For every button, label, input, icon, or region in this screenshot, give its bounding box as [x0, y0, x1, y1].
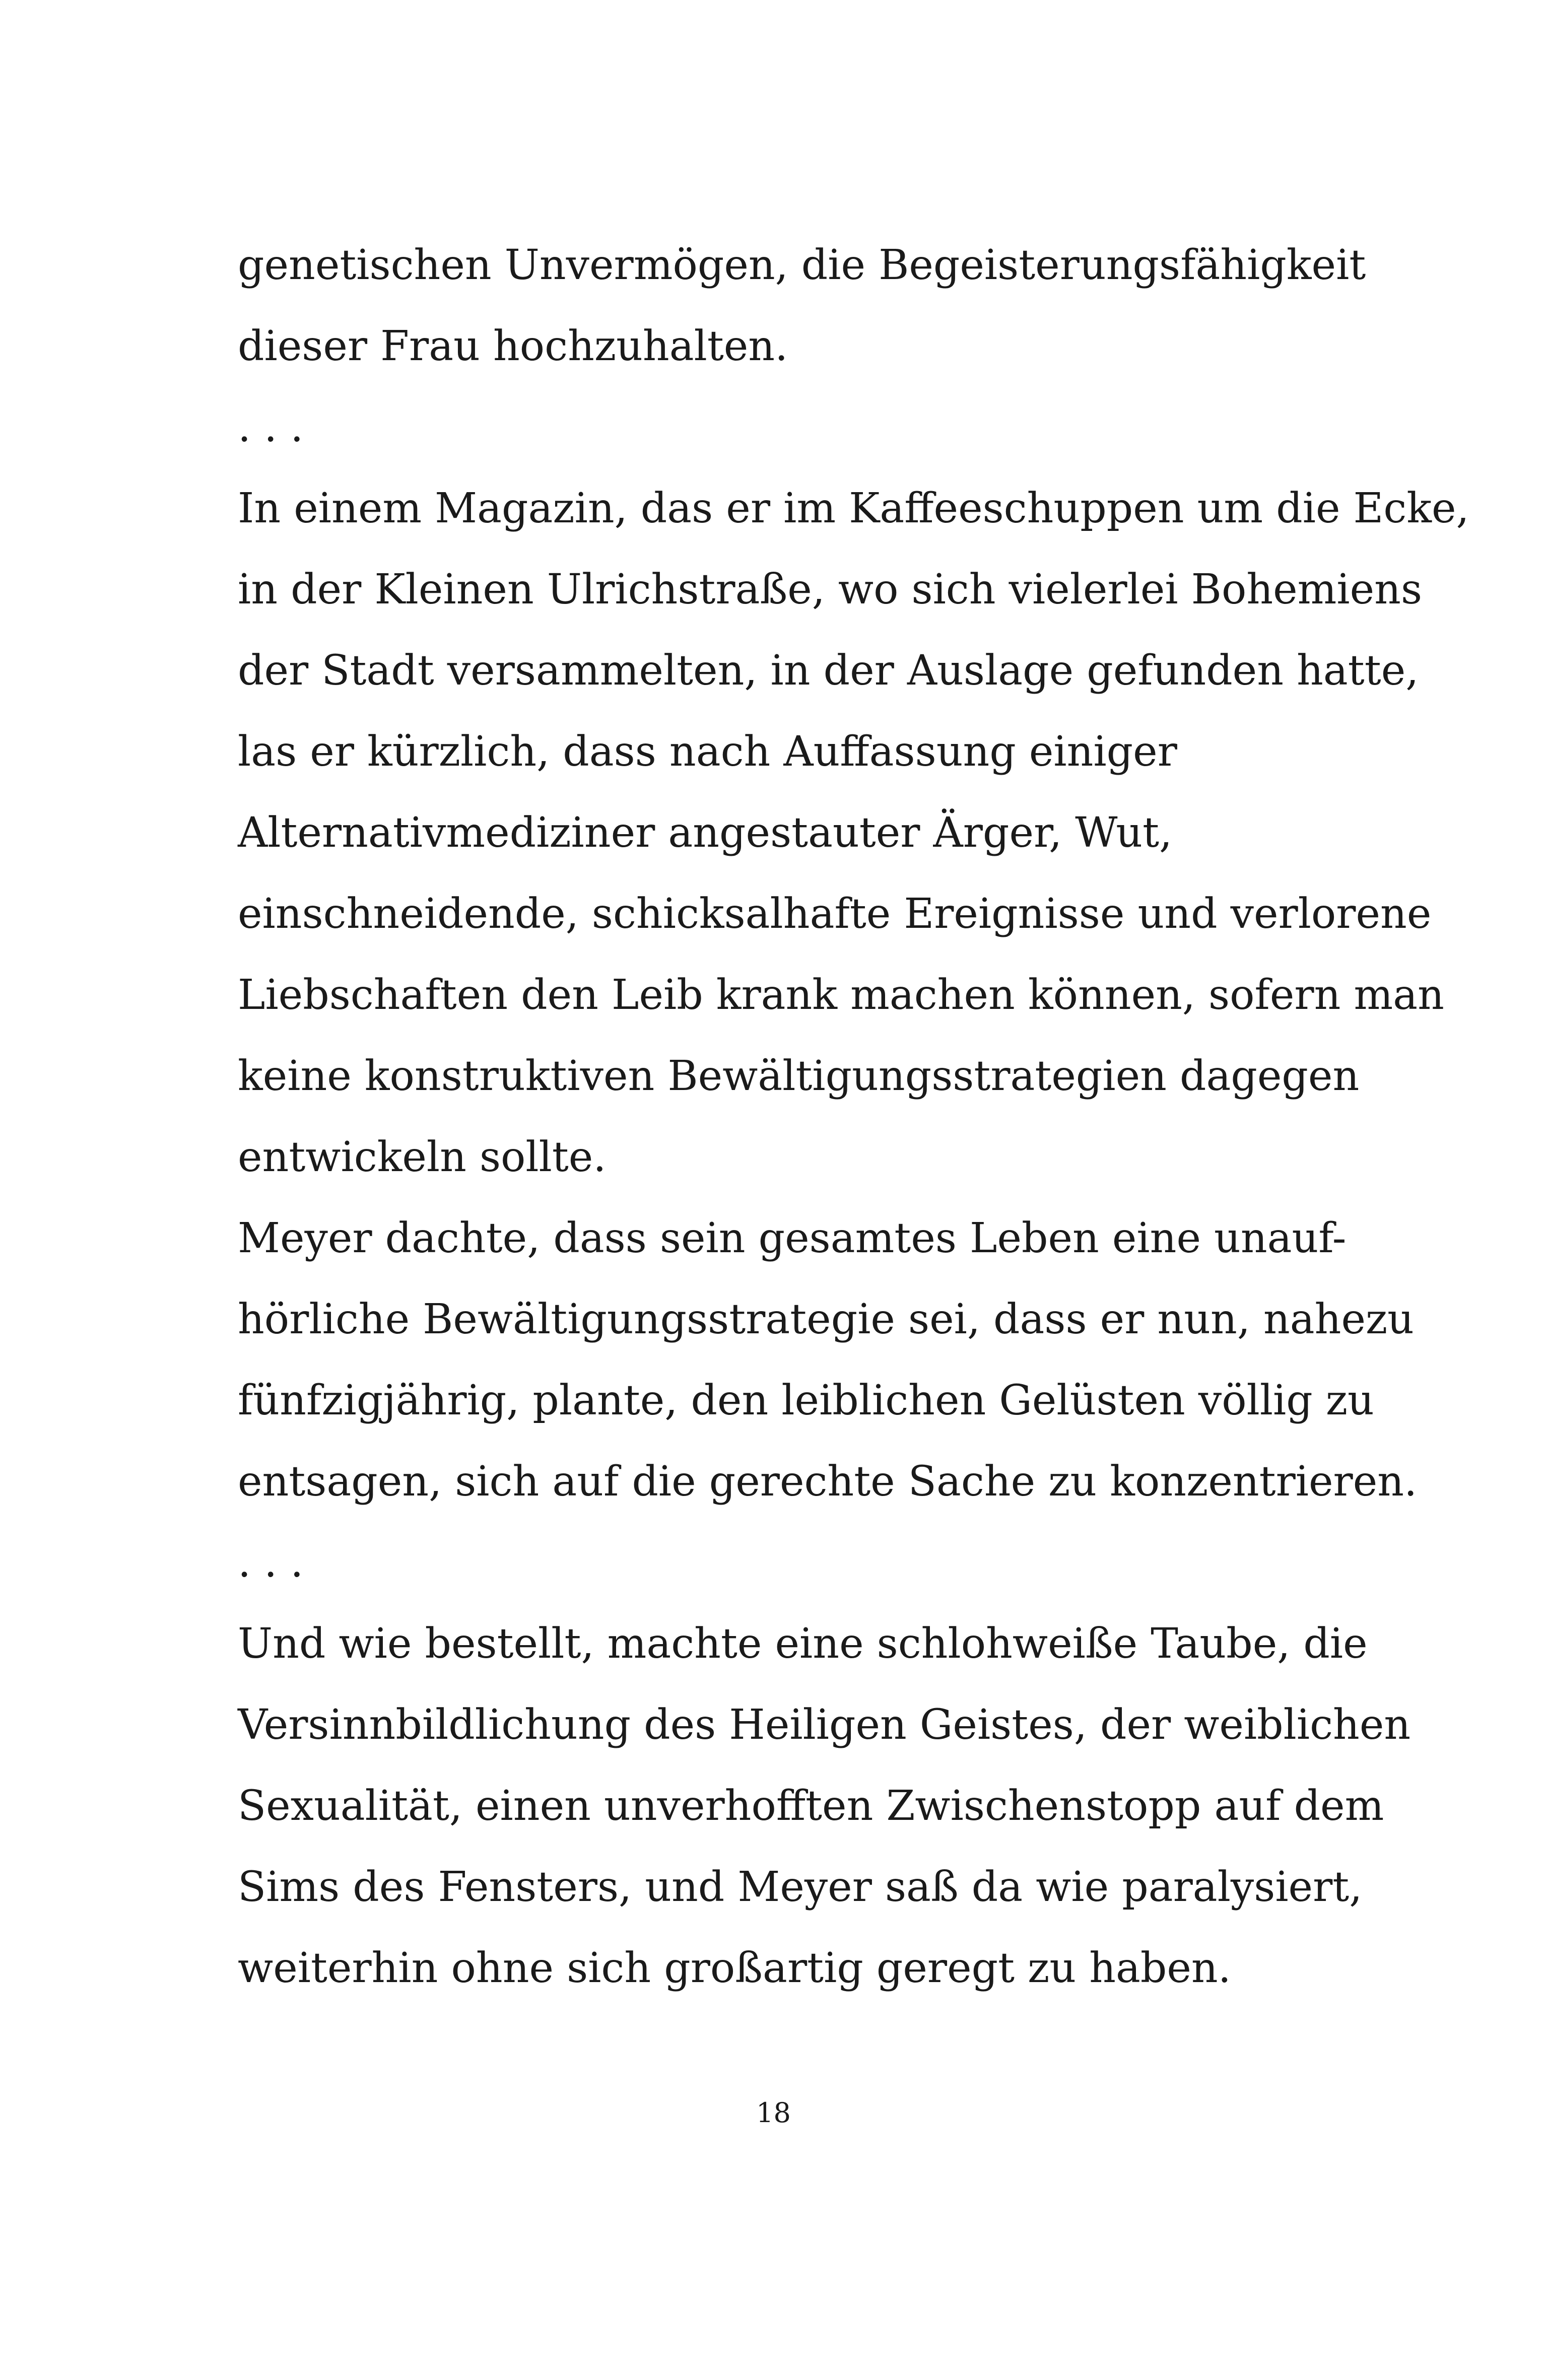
text-line: keine konstruktiven Bewältigungsstrategien dagegen	[238, 1052, 1360, 1100]
text-line: der Stadt versammelten, in der Auslage gefunden hatte,	[238, 647, 1419, 695]
text-line: Liebschaften den Leib krank machen können, sofern man	[238, 971, 1444, 1019]
text-line: In einem Magazin, das er im Kaffeeschuppen um die Ecke,	[238, 485, 1469, 532]
text-line: Alternativmediziner angestauter Ärger, Wut,	[238, 809, 1173, 857]
text-line: entsagen, sich auf die gerechte Sache zu konzentrieren.	[238, 1458, 1418, 1506]
text-line: Versinnbildlichung des Heiligen Geistes, der weiblichen	[238, 1701, 1411, 1749]
text-line: fünfzigjährig, plante, den leiblichen Gelüsten völlig zu	[238, 1377, 1374, 1424]
text-line: hörliche Bewältigungsstrategie sei, dass er nun, nahezu	[238, 1296, 1414, 1343]
text-line: Sims des Fensters, und Meyer saß da wie paralysiert,	[238, 1863, 1363, 1911]
section-break: . . .	[238, 1539, 304, 1587]
page-number: 18	[756, 2097, 791, 2129]
text-line: Sexualität, einen unverhofften Zwischenstopp auf dem	[238, 1782, 1384, 1830]
text-line: weiterhin ohne sich großartig geregt zu haben.	[238, 1944, 1231, 1992]
text-line: las er kürzlich, dass nach Auffassung einiger	[238, 728, 1177, 776]
text-line: einschneidende, schicksalhafte Ereignisse und verlorene	[238, 890, 1432, 938]
text-line: Meyer dachte, dass sein gesamtes Leben eine unauf-	[238, 1214, 1347, 1262]
text-line: dieser Frau hochzuhalten.	[238, 322, 788, 370]
text-line: in der Kleinen Ulrichstraße, wo sich vielerlei Bohemiens	[238, 566, 1423, 614]
text-line: entwickeln sollte.	[238, 1133, 607, 1181]
text-line: genetischen Unvermögen, die Begeisterungsfähigkeit	[238, 241, 1366, 289]
text-line: Und wie bestellt, machte eine schlohweiße Taube, die	[238, 1620, 1368, 1668]
section-break: . . .	[238, 403, 304, 451]
body-text	[238, 225, 1469, 2009]
